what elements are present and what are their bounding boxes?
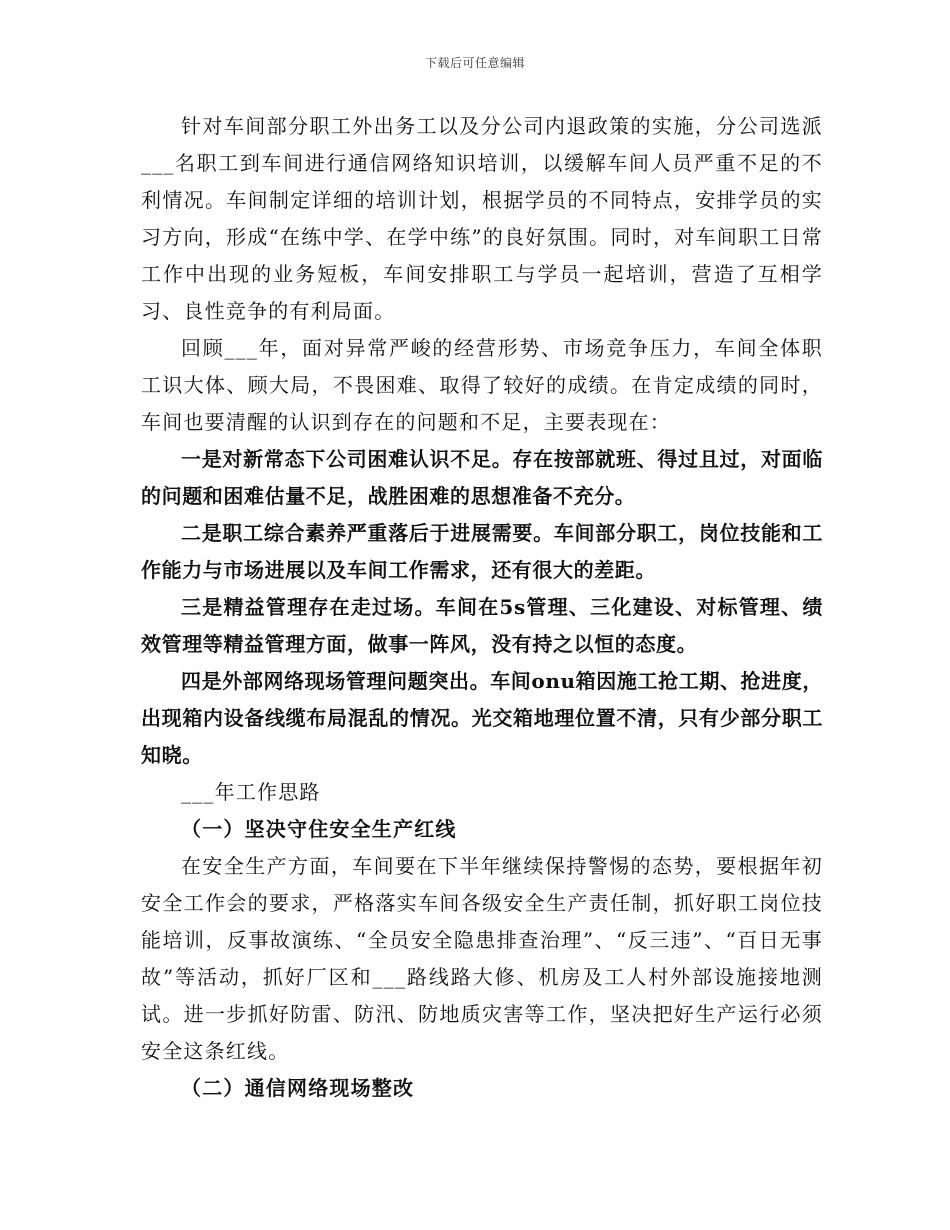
- paragraph-issue-2: 二是职工综合素养严重落后于进展需要。车间部分职工，岗位技能和工作能力与市场进展以及车间工作需求，还有很大的差距。: [141, 521, 823, 582]
- paragraph-issue-4: 四是外部网络现场管理问题突出。车间onu箱因施工抢工期、抢进度，出现箱内设备线缆布局混乱的情况。光交箱地理位置不清，只有少部分职工知晓。: [141, 669, 823, 767]
- page-header: 下载后可任意编辑: [424, 56, 525, 70]
- document-body: [141, 108, 823, 1107]
- paragraph-safety: 在安全生产方面，车间要在下半年继续保持警惕的态势，要根据年初安全工作会的要求，严格落实车间各级安全生产责任制，抓好职工岗位技能培训，反事故演练、“全员安全隐患排查治理”、“反三违”、“百日无事故”等活动，抓好厂区和___路线路大修、机房及工人村外部设施接地测试。进一步抓好防雷、防汛、防地质灾害等工作，坚决把好生产运行必须安全这条红线。: [141, 854, 823, 1063]
- subheading-network-rectification: （二）通信网络现场整改: [181, 1076, 415, 1100]
- subheading-safety: （一）坚决守住安全生产红线: [181, 817, 457, 841]
- paragraph-issue-3: 三是精益管理存在走过场。车间在5s管理、三化建设、对标管理、绩效管理等精益管理方面，做事一阵风，没有持之以恒的态度。: [141, 595, 823, 656]
- section-title-work-plan: ___年工作思路: [181, 780, 321, 804]
- paragraph-review: 回顾___年，面对异常严峻的经营形势、市场竞争压力，车间全体职工识大体、顾大局，不畏困难、取得了较好的成绩。在肯定成绩的同时，车间也要清醒的认识到存在的问题和不足，主要表现在：: [141, 336, 823, 434]
- paragraph-issue-1: 一是对新常态下公司困难认识不足。存在按部就班、得过且过，对面临的问题和困难估量不足，战胜困难的思想准备不充分。: [141, 447, 823, 508]
- paragraph-training: 针对车间部分职工外出务工以及分公司内退政策的实施，分公司选派___名职工到车间进行通信网络知识培训，以缓解车间人员严重不足的不利情况。车间制定详细的培训计划，根据学员的不同特点，安排学员的实习方向，形成“在练中学、在学中练”的良好氛围。同时，对车间职工日常工作中出现的业务短板，车间安排职工与学员一起培训，营造了互相学习、良性竞争的有利局面。: [141, 114, 823, 323]
